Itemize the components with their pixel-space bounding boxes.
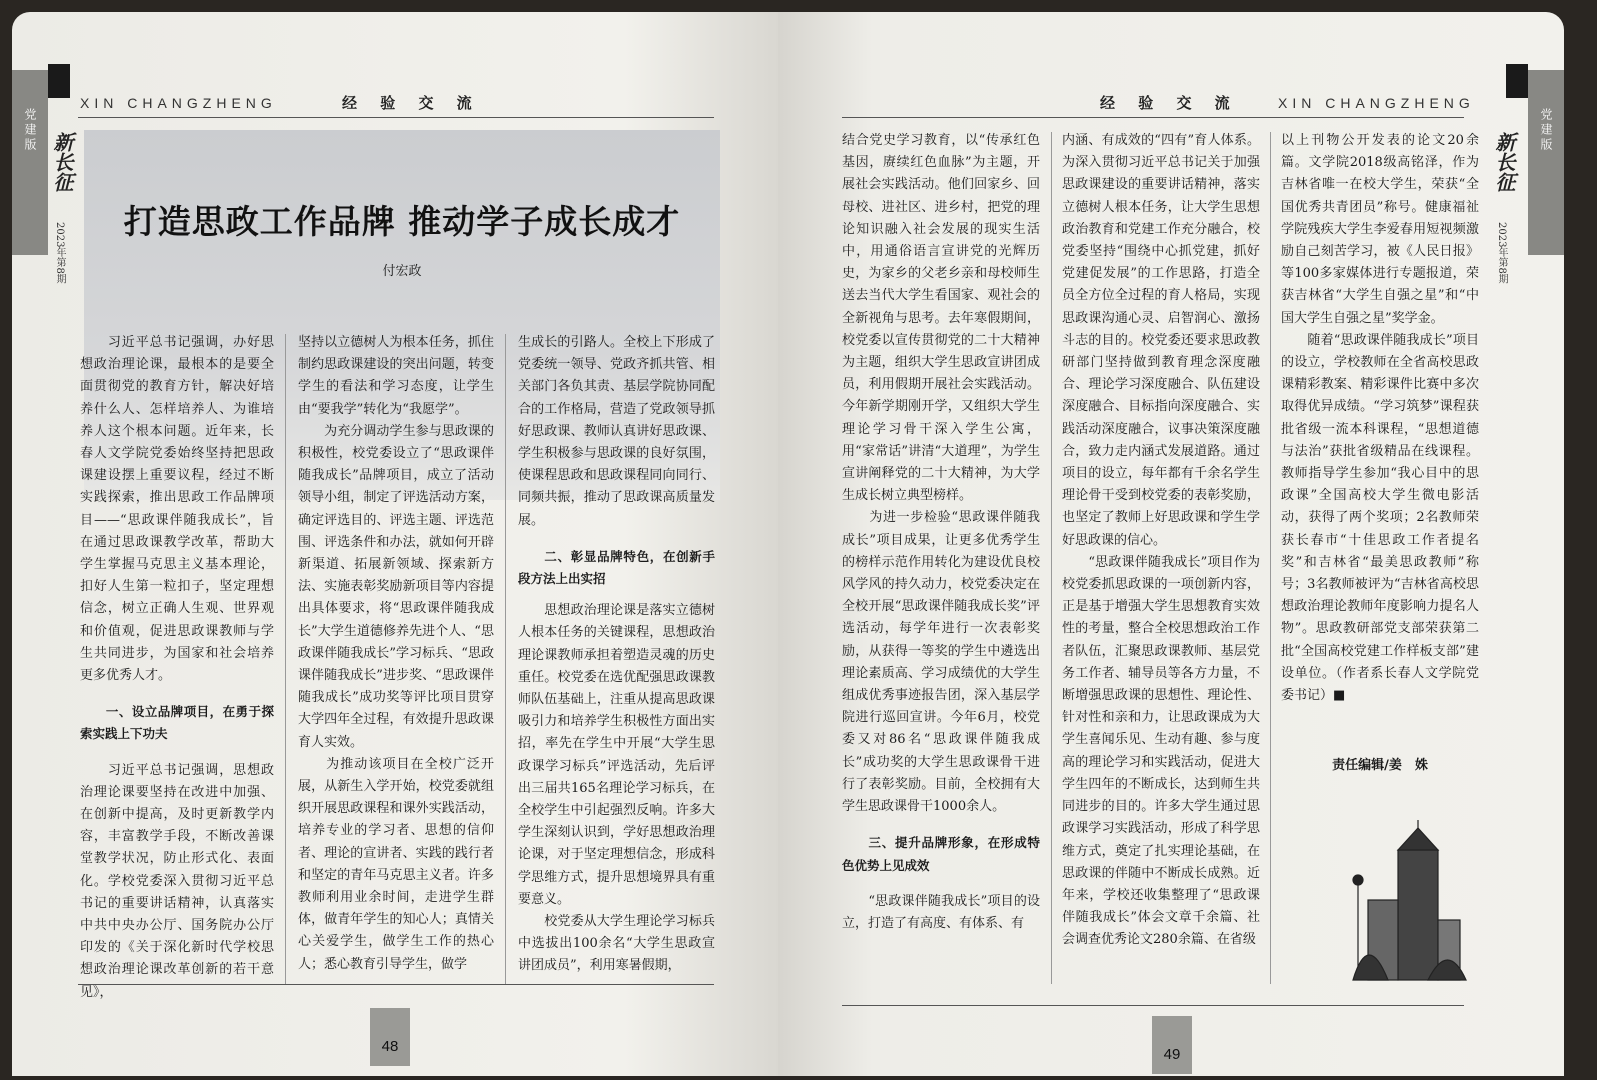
paragraph: 习近平总书记强调，思想政治理论课要坚持在改进中加强、在创新中提高，及时更新教学内容，丰富教学手段，不断改善课堂教学状况，防止形式化、表面化。学校党委深入贯彻习近平总书记的重要讲话精神，认真落实中共中央办公厅、国务院办公厅印发的《关于深化新时代学校思想政治理论课改革创新的若干意见》， (80, 762, 274, 1000)
page-number: 48 (370, 1008, 410, 1066)
paragraph: 结合党史学习教育，以“传承红色基因，赓续红色血脉”为主题，开展社会实践活动。他们回家乡、回母校、进社区、进乡村，把党的理论知识融入社会发展的现实生活中，用通俗语言宣讲党的光辉历史，为家乡的父老乡亲和母校师生送去当代大学生看国家、观社会的全新视角与思考。去年寒假期间，校党委以宣传贯彻党的二十大精神为主题，组织大学生思政宣讲团成员，利用假期开展社会实践活动。今年新学期刚开学，又组织大学生理论学习骨干深入学生公寓，用“家常话”讲清“大道理”，为学生宣讲阐释党的二十大精神，为大学生成长树立典型榜样。 为进一步检验“思政课伴随我成长”项目成果，让更多优秀学生的榜样示范作用转化为建设优良校风学风的持久动力，校党委决定在全校开展“思政课伴随我成长奖”评选活动，每学年进行一次表彰奖励，从获得一等奖的学生中遴选出理论素质高、学习成绩优的大学生组成优秀事迹报告团，深入基层学院进行巡回宣讲。今年6月，校党委又对86名“思政课伴随我成长”成功奖的大学生思政课骨干进行了表彰奖励。目前，全校拥有大学生思政课骨干1000余人。 (842, 133, 1040, 815)
subheading-3: 三、提升品牌形象，在形成特色优势上见成效 (842, 835, 1040, 873)
side-tab: 党建版 (12, 70, 48, 255)
side-tab: 党建版 (1528, 70, 1564, 255)
author: 付宏政 (382, 264, 422, 279)
column-1 (842, 130, 1040, 935)
paragraph: 坚持以立德树人为根本任务，抓住制约思政课建设的突出问题，转变学生的看法和学习态度，让学生由“要我学”转化为“我愿学”。 为充分调动学生参与思政课的积极性，校党委设立了“思政课伴随我成长”品牌项目，成立了活动领导小组，制定了评选活动方案，确定评选目的、评选主题、评选范围、评选条件和办法，就如何开辟新渠道、拓展新领域、探索新方法、实施表彰奖励新项目等内容提出具体要求，将“思政课伴随我成长”大学生道德修养先进个人、“思政课伴随我成长”学习标兵、“思政课伴随我成长”进步奖、“思政课伴随我成长”成功奖等评比项目贯穿大学四年全过程，有效提升思政课育人实效。 为推动该项目在全校广泛开展，从新生入学开始，校党委就组织开展思政课程和课外实践活动，培养专业的学习者、思想的信仰者、理论的宣讲者、实践的践行者和坚定的青年马克思主义者。许多教师利用业余时间，走进学生群体，做青年学生的知心人；真情关心关爱学生，做学生工作的热心人；悉心教育引导学生，做学 (298, 335, 494, 972)
issue-info: 2023年第8期 (1496, 222, 1507, 284)
column-2 (1062, 130, 1260, 952)
header-rule (78, 117, 714, 118)
section-title: 经 验 交 流 (1100, 94, 1239, 112)
column-1 (80, 332, 274, 1004)
subheading-2: 二、彰显品牌特色，在创新手段方法上出实招 (518, 548, 715, 587)
subheading-1: 一、设立品牌项目，在勇于探索实践上下功夫 (80, 704, 274, 742)
column-3 (518, 332, 715, 978)
paragraph: 以上刊物公开发表的论文20余篇。文学院2018级高铭泽，作为吉林省唯一在校大学生，荣获“全国优秀共青团员”称号。健康福祉学院残疾大学生李爱春用短视频激励自己刻苦学习，被《人民日报》等100多家媒体进行专题报道，荣获吉林省“大学生自强之星”和“中国大学生自强之星”奖学金。 随着“思政课伴随我成长”项目的设立，学校教师在全省高校思政课精彩教案、精彩课件比赛中多次取得优异成绩。“学习筑梦”课程获批省级一流本科课程，“思想道德与法治”获批省级精品在线课程。教师指导学生参加“我心目中的思政课”全国高校大学生微电影活动，获得了两个奖项；2名教师荣获长春市“十佳思政工作者提名奖”和吉林省“最美思政教师”称号；3名教师被评为“吉林省高校思想政治理论教师年度影响力提名人物”。思政教研部党支部荣获第二批“全国高校党建工作样板支部”建设单位。（作者系长春人文学院党委书记）■ (1281, 133, 1479, 704)
column-2 (298, 332, 494, 976)
column-divider (1270, 132, 1271, 984)
page-number: 49 (1152, 1016, 1192, 1074)
tab-block (48, 64, 70, 98)
footer-rule (78, 984, 714, 985)
editor-credit: 责任编辑/姜 姝 (1332, 758, 1428, 773)
paragraph: 生成长的引路人。全校上下形成了党委统一领导、党政齐抓共管、相关部门各负其责、基层学院协同配合的工作格局，营造了党政领导抓好思政课、教师认真讲好思政课、学生积极参与思政课的良好氛围，使课程思政和思政课程同向同行、同频共振，推动了思政课高质量发展。 (518, 335, 715, 528)
masthead-logo: 新长征 (1492, 132, 1516, 192)
column-divider (285, 334, 286, 984)
footer-rule (842, 1005, 1464, 1006)
column-3 (1281, 130, 1479, 707)
paragraph: 内涵、有成效的“四有”育人体系。为深入贯彻习近平总书记关于加强思政课建设的重要讲话精神，落实立德树人根本任务，让大学生思想政治教育和党建工作充分融合，校党委坚持“围绕中心抓党建，抓好党建促发展”的工作思路，打造全员全方位全过程的育人格局，实现思政课沟通心灵、启智润心、激扬斗志的目的。校党委还要求思政教研部门坚持做到教育理念深度融合、理论学习深度融合、队伍建设深度融合、目标指向深度融合、实践活动深度融合，议事决策深度融合，致力走内涵式发展道路。通过项目的设立，每年都有千余名学生理论骨干受到校党委的表彰奖励，也坚定了教师上好思政课和学生学好思政课的信心。 “思政课伴随我成长”项目作为校党委抓思政课的一项创新内容，正是基于增强大学生思想教育实效性的考量，整合全校思想政治工作者队伍，汇聚思政课教师、基层党务工作者、辅导员等各方力量，不断增强思政课的思想性、理论性、针对性和亲和力，让思政课成为大学生喜闻乐见、生动有趣、参与度高的理论学习和实践活动，促进大学生四年的不断成长，达到师生共同进步的目的。许多大学生通过思政课学习实践活动，形成了科学思维方式，奠定了扎实理论基础，在思政课的伴随中不断成长成熟。近年来，学校还收集整理了“思政课伴随我成长”体会文章千余篇、社会调查优秀论文280余篇、在省级 (1062, 133, 1260, 948)
left-page (12, 12, 778, 1076)
paragraph: “思政课伴随我成长”项目的设立，打造了有高度、有体系、有 (842, 893, 1040, 931)
right-page (778, 12, 1564, 1076)
tab-block (1506, 64, 1528, 98)
paragraph: 思想政治理论课是落实立德树人根本任务的关键课程，思想政治理论课教师承担着塑造灵魂的历史重任。校党委在选优配强思政课教师队伍基础上，注重从提高思政课吸引力和培养学生积极性方面出实招，率先在学生中开展“大学生思政课学习标兵”评选活动，先后评出三届共165名理论学习标兵，在全校学生中引起强烈反响。许多大学生深刻认识到，学好思想政治理论课，对于坚定理想信念，形成科学思维方式，提升思想境界具有重要意义。 校党委从大学生理论学习标兵中选拔出100余名“大学生思政宣讲团成员”，利用寒暑假期， (518, 603, 715, 974)
header-rule (842, 117, 1464, 118)
article-title: 打造思政工作品牌 推动学子成长成才 (123, 202, 681, 241)
column-divider (1051, 132, 1052, 984)
building-illustration-icon (1348, 820, 1468, 990)
paragraph: 习近平总书记强调，办好思想政治理论课，最根本的是要全面贯彻党的教育方针，解决好培养什么人、怎样培养人、为谁培养人这个根本问题。近年来，长春人文学院党委始终坚持把思政课建设摆上重要议程，经过不断实践探索，推出思政工作品牌项目——“思政课伴随我成长”，旨在通过思政课教学改革，帮助大学生掌握马克思主义基本理论，扣好人生第一粒扣子，坚定理想信念，树立正确人生观、世界观和价值观，促进思政课教师与学生共同进步，为国家和社会培养更多优秀人才。 (80, 335, 274, 684)
masthead-logo: 新长征 (50, 132, 74, 192)
section-title: 经 验 交 流 (342, 94, 481, 112)
running-header: XIN CHANGZHENG (1278, 95, 1475, 111)
issue-info: 2023年第8期 (54, 222, 65, 284)
running-header: XIN CHANGZHENG (80, 95, 277, 111)
column-divider (505, 334, 506, 984)
